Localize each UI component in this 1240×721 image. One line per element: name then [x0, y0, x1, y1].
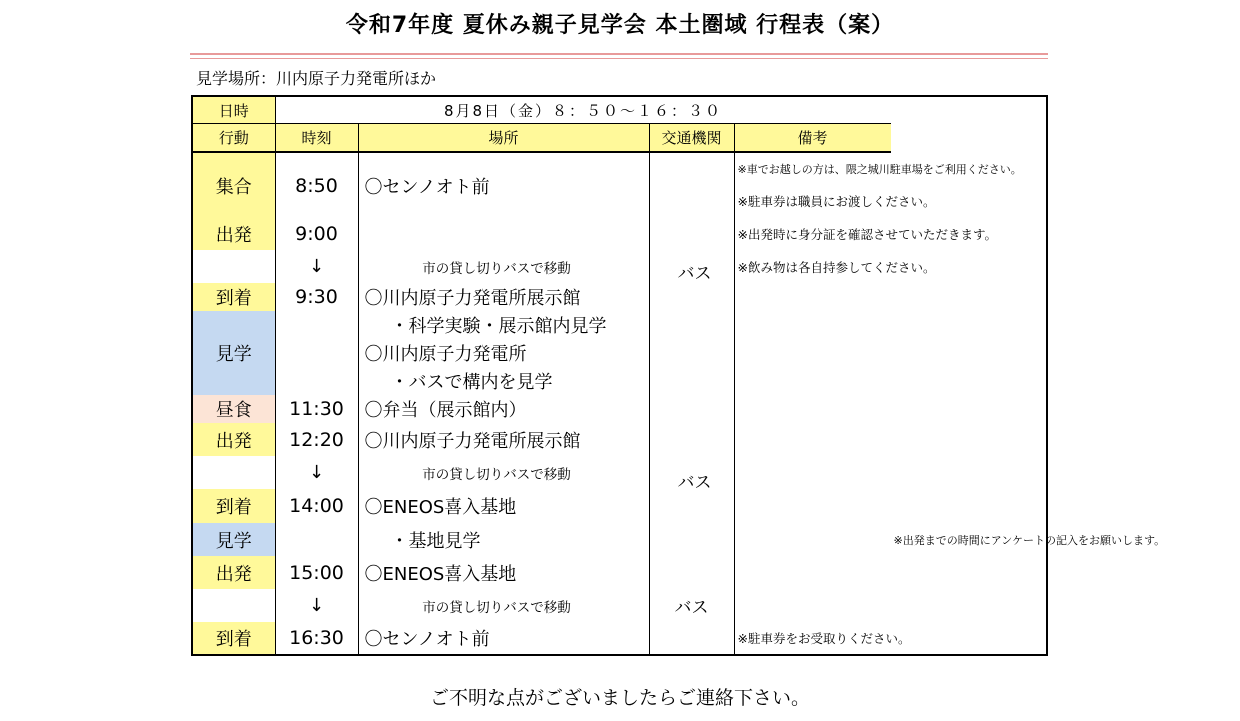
action-cell: 集合	[192, 152, 275, 218]
date-row	[192, 96, 1047, 124]
action-cell: 見学	[192, 523, 275, 556]
transport-cell-empty	[649, 556, 734, 589]
action-cell-empty	[192, 250, 275, 283]
time-cell: 9:30	[275, 283, 358, 311]
table-row	[192, 556, 1047, 589]
arrow-down-icon: ↓	[275, 250, 358, 283]
action-cell: 昼食	[192, 395, 275, 423]
action-cell: 出発	[192, 556, 275, 589]
date-label: 日時	[192, 96, 275, 124]
table-row	[192, 311, 1047, 339]
table-row	[192, 523, 1047, 556]
place-cell: 〇川内原子力発電所展示館	[358, 283, 649, 311]
location-line: 見学場所：川内原子力発電所ほか	[196, 69, 437, 88]
table-row	[192, 218, 1047, 250]
time-cell: 14:00	[275, 489, 358, 523]
place-cell: 〇センノオト前	[358, 622, 649, 655]
time-cell: 12:20	[275, 423, 358, 456]
time-cell: 9:00	[275, 218, 358, 250]
column-header-row	[192, 124, 1047, 153]
transport-cell-empty	[649, 622, 734, 655]
table-row	[192, 489, 1047, 523]
transport-label: バス	[677, 473, 712, 493]
place-cell: 〇川内原子力発電所展示館	[358, 423, 649, 456]
title-rule	[190, 53, 1048, 55]
date-value: 8月8日（金）８：５０～１６：３０	[275, 96, 891, 124]
header-time: 時刻	[275, 124, 358, 153]
table-row	[192, 456, 1047, 489]
header-transport: 交通機関	[649, 124, 734, 153]
arrow-down-icon: ↓	[275, 456, 358, 489]
action-cell: 出発	[192, 423, 275, 456]
action-cell-empty	[192, 589, 275, 622]
footer-note: ご不明な点がございましたらご連絡下さい。	[429, 687, 810, 709]
action-cell: 到着	[192, 622, 275, 655]
place-cell: 〇弁当（展示館内）	[358, 395, 649, 423]
action-cell: 見学	[192, 311, 275, 395]
note-cell-empty	[891, 556, 1048, 622]
table-row	[192, 395, 1047, 423]
note-cell: ※飲み物は各自持参してください。	[737, 259, 936, 275]
header-notes: 備考	[734, 124, 891, 153]
place-cell: 〇センノオト前	[358, 152, 649, 218]
action-cell: 到着	[192, 283, 275, 311]
arrow-down-icon: ↓	[275, 589, 358, 622]
header-place: 場所	[358, 124, 649, 153]
move-text: 市の貸し切りバスで移動	[422, 466, 571, 483]
action-cell: 出発	[192, 218, 275, 250]
move-text: 市の貸し切りバスで移動	[422, 599, 571, 616]
time-cell: 15:00	[275, 556, 358, 589]
time-cell: 11:30	[275, 395, 358, 423]
action-cell: 到着	[192, 489, 275, 523]
note-cell: ※車でお越しの方は、隈之城川駐車場をご利用ください。	[737, 163, 1022, 176]
note-cell: ※駐車券は職員にお渡しください。	[737, 194, 936, 209]
table-row	[192, 622, 1047, 655]
header-action: 行動	[192, 124, 275, 153]
table-row	[192, 423, 1047, 456]
place-cell: 〇川内原子力発電所	[358, 339, 649, 367]
time-cell-empty	[275, 311, 358, 395]
transport-cell: バス	[649, 589, 734, 622]
place-cell: 〇ENEOS喜入基地	[358, 556, 649, 589]
place-cell-empty	[358, 218, 649, 250]
note-cell: ※出発時に身分証を確認させていただきます。	[737, 227, 997, 242]
place-cell: 〇ENEOS喜入基地	[358, 489, 649, 523]
transport-cell-empty	[649, 523, 734, 556]
note-cell: ※出発までの時間にアンケートの記入をお願いします。	[893, 533, 1166, 547]
time-cell: 8:50	[275, 152, 358, 218]
page-title: 令和7年度 夏休み親子見学会 本土圏域 行程表（案）	[345, 13, 895, 38]
table-row	[192, 152, 1047, 184]
move-text: 市の貸し切りバスで移動	[422, 260, 571, 277]
transport-label: バス	[677, 264, 712, 284]
place-sub-item: ・科学実験・展示館内見学	[390, 316, 607, 337]
note-cell: ※駐車券をお受取りください。	[737, 631, 911, 646]
action-cell-empty	[192, 456, 275, 489]
place-sub-item: ・基地見学	[390, 530, 481, 552]
note-cell-empty	[734, 283, 891, 589]
title-rule-thin	[190, 58, 1048, 59]
time-cell: 16:30	[275, 622, 358, 655]
table-row	[192, 283, 1047, 311]
place-sub-item: ・バスで構内を見学	[390, 372, 553, 393]
schedule-table	[191, 95, 1166, 656]
time-cell-empty	[275, 523, 358, 556]
table-row	[192, 250, 1047, 283]
